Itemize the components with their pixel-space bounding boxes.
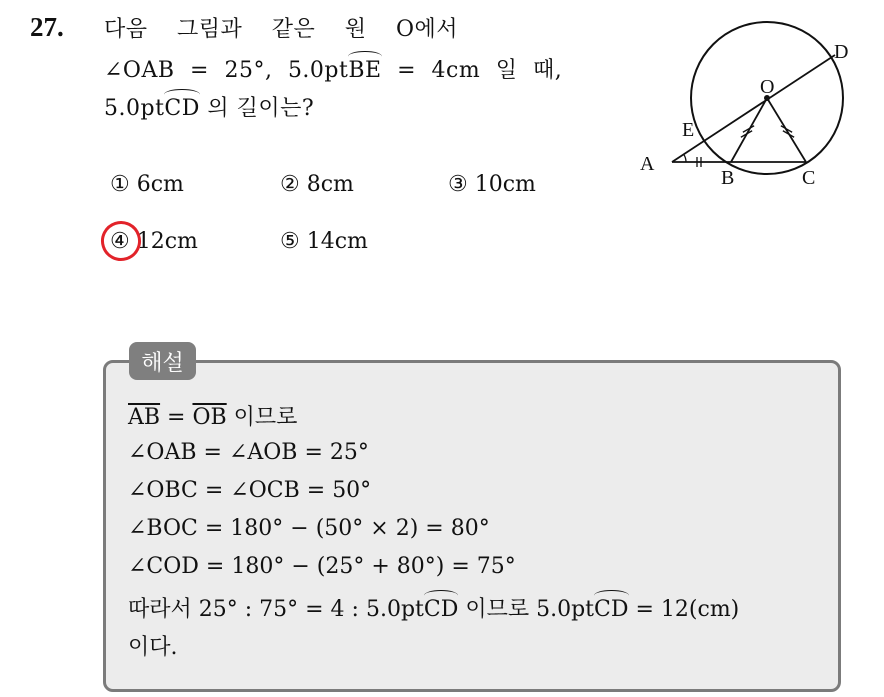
selected-answer-circle — [96, 216, 146, 266]
option-5-mark: ⑤ — [280, 229, 300, 254]
solution-line-7: 이다. — [128, 635, 178, 660]
option-2-mark: ② — [280, 172, 300, 197]
option-2-text: 8cm — [306, 172, 354, 197]
label-o: O — [760, 76, 775, 98]
option-3-text: 10cm — [474, 172, 536, 197]
solution-line-4: ∠BOC = 180° − (50° × 2) = 80° — [128, 516, 490, 541]
option-3-mark: ③ — [448, 172, 468, 197]
option-5[interactable] — [280, 229, 368, 254]
option-1-mark: ① — [110, 172, 130, 197]
arc-cd: CD — [164, 96, 200, 121]
arc-cd-1: CD — [423, 597, 459, 622]
radius-ob — [731, 98, 767, 162]
radius-oc — [767, 98, 806, 162]
circle-diagram — [630, 0, 870, 200]
segment-ab: $\overline{AB}$ — [128, 405, 161, 430]
solution-line-1 — [128, 400, 297, 431]
question-ask: 의 길이는? — [207, 96, 315, 121]
question-number: 27. — [30, 12, 64, 42]
arc-prefix: 5.0pt — [287, 58, 349, 83]
solution-line-5: ∠COD = 180° − (25° + 80°) = 75° — [128, 554, 516, 579]
segment-ob: $\overline{OB}$ — [192, 405, 227, 430]
arc-be: BE — [348, 58, 382, 83]
label-c: C — [802, 167, 816, 189]
option-4-text: 12cm — [136, 229, 198, 254]
solution-badge: 해설 — [129, 342, 196, 380]
option-2[interactable] — [280, 172, 354, 197]
equals: = — [160, 405, 193, 430]
therefore-text: 이므로 5.0pt — [458, 597, 595, 622]
result-text: = 12(cm) — [628, 597, 740, 622]
option-3[interactable] — [448, 172, 536, 197]
ratio-text: 따라서 25° : 75° = 4 : 5.0pt — [128, 597, 424, 622]
question-line-1: 다음 그림과 같은 원 O에서 — [104, 17, 459, 42]
given-length: = 4cm 일 때, — [397, 58, 563, 83]
arc-prefix: 5.0pt — [104, 96, 165, 121]
label-a: A — [640, 153, 655, 175]
question-line-2 — [104, 53, 562, 84]
solution-line-2: ∠OAB = ∠AOB = 25° — [128, 440, 369, 465]
label-e: E — [682, 119, 695, 141]
solution-line-3: ∠OBC = ∠OCB = 50° — [128, 478, 372, 503]
solution-line-6 — [128, 592, 739, 623]
given-angle: ∠OAB = 25°, — [104, 58, 273, 83]
solution-line-1-rest: 이므로 — [226, 405, 298, 430]
option-1[interactable] — [110, 172, 184, 197]
label-d: D — [834, 41, 849, 63]
label-b: B — [721, 167, 735, 189]
option-5-text: 14cm — [306, 229, 368, 254]
angle-a-arc — [684, 154, 686, 162]
option-4-mark: ④ — [110, 229, 130, 254]
option-1-text: 6cm — [136, 172, 184, 197]
arc-cd-2: CD — [594, 597, 629, 622]
question-line-3 — [104, 91, 314, 122]
